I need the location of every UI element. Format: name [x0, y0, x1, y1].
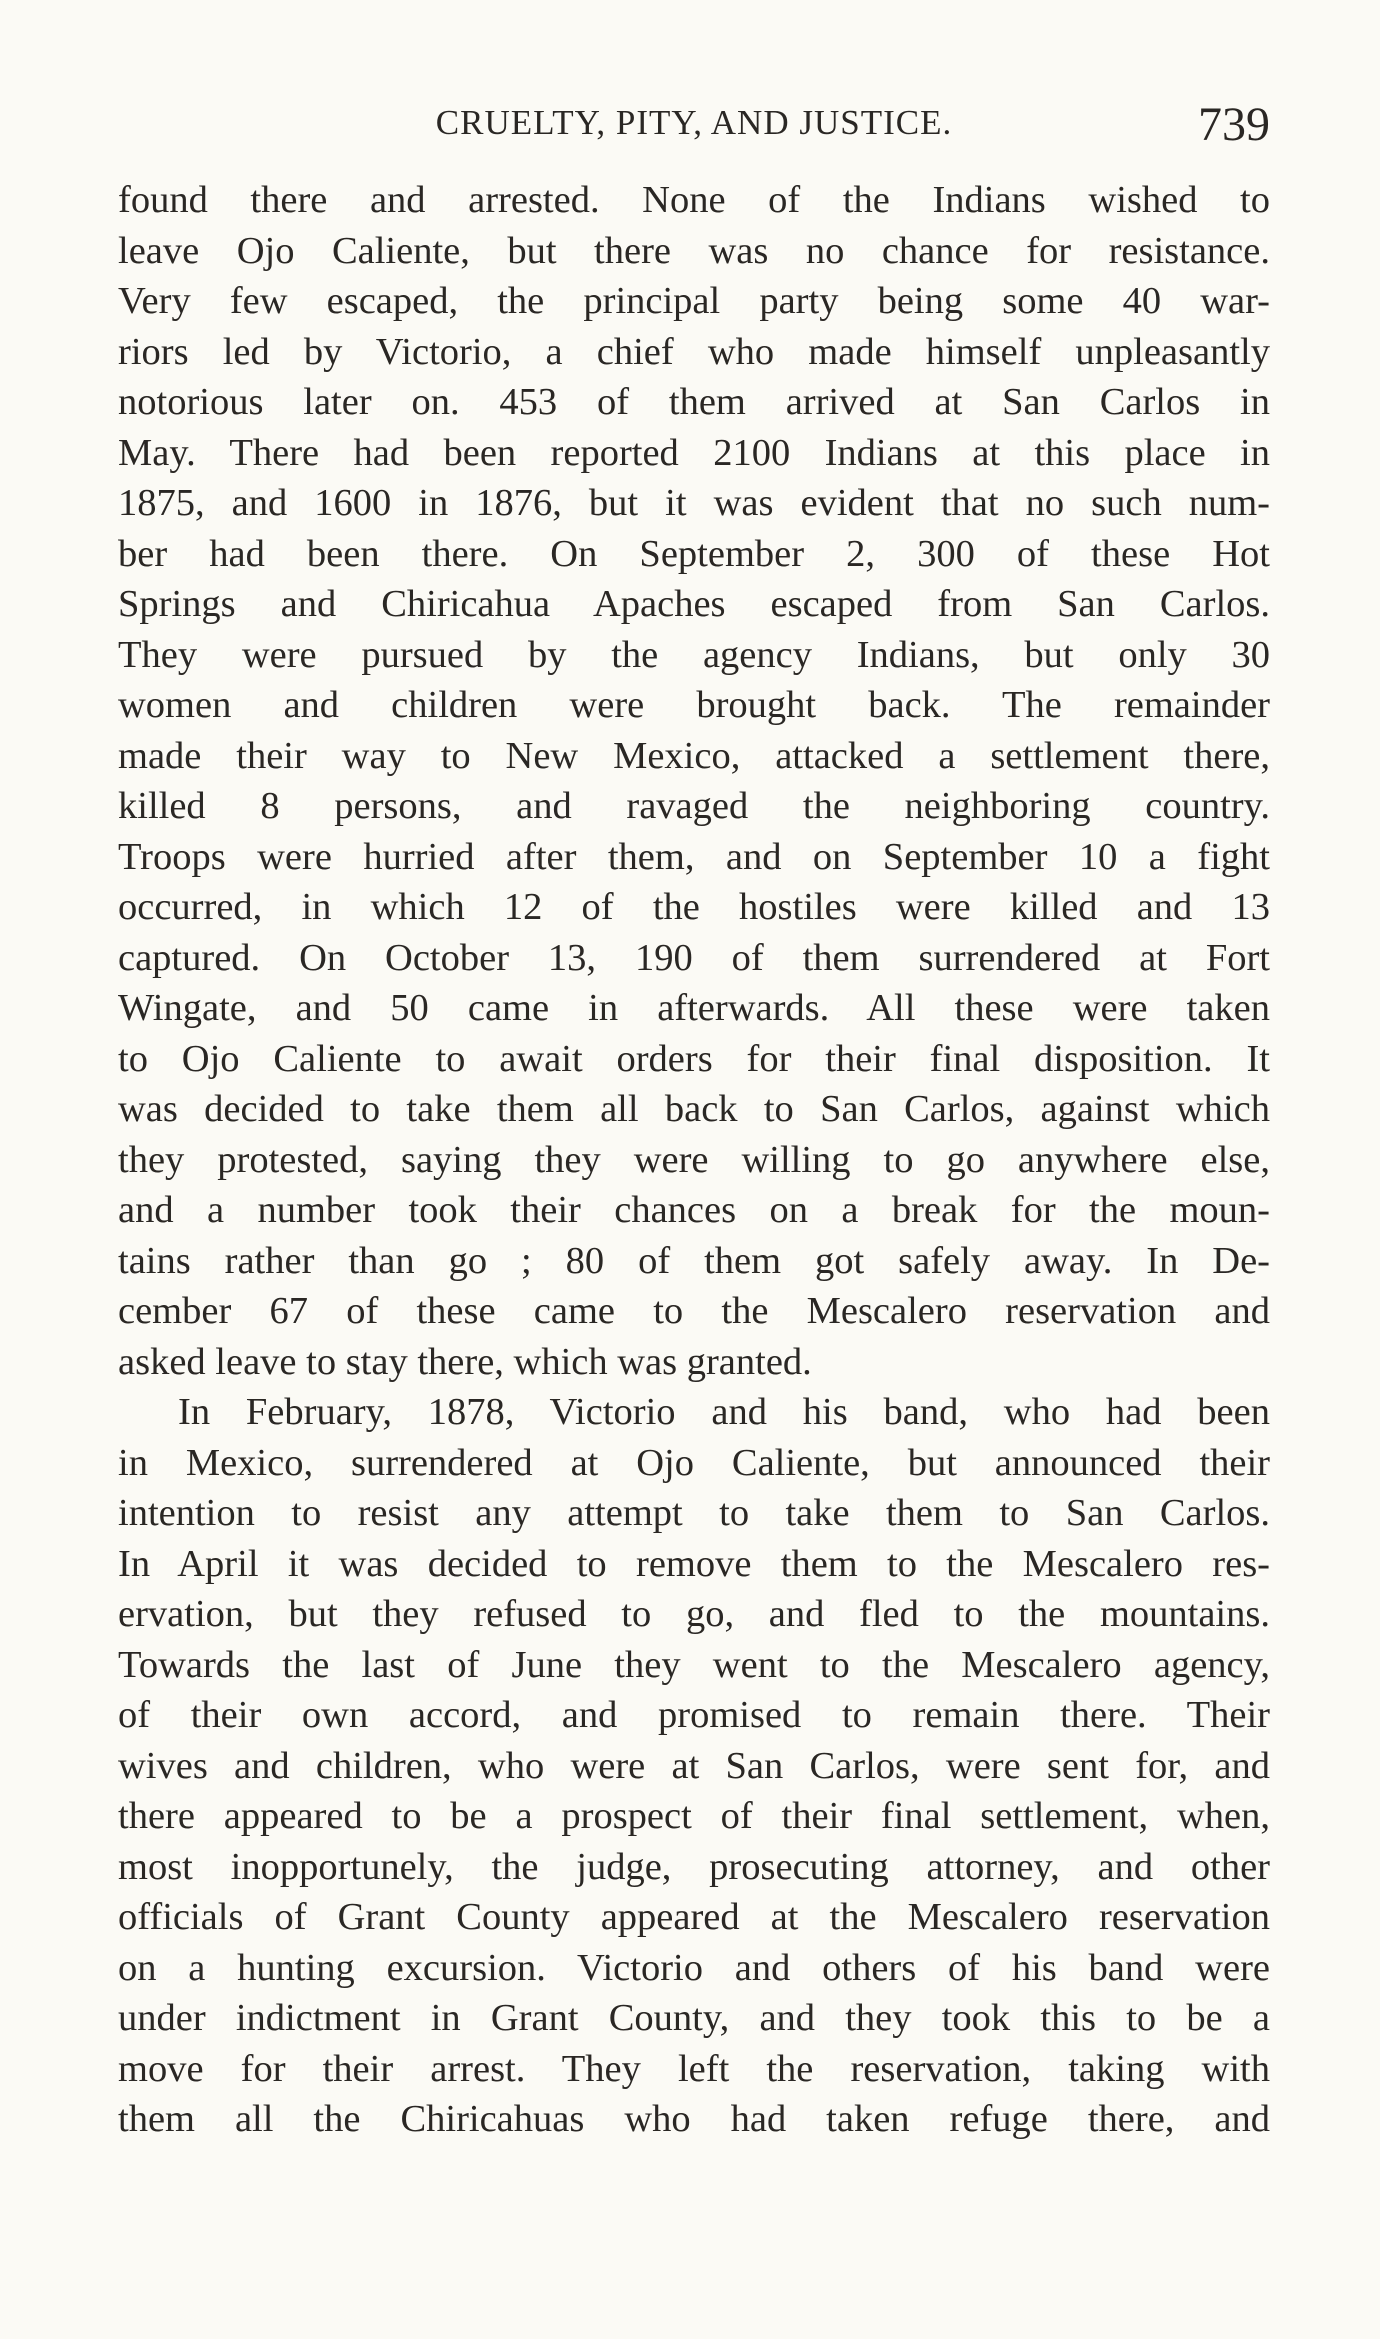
text-line: May. There had been reported 2100 Indians at this place in — [118, 431, 1270, 474]
text-line: Towards the last of June they went to the Mescalero agency, — [118, 1643, 1270, 1686]
text-line: wives and children, who were at San Carlos, were sent for, and — [118, 1744, 1270, 1787]
text-line: women and children were brought back. The remainder — [118, 684, 1270, 726]
text-line: move for their arrest. They left the reservation, taking with — [118, 2047, 1270, 2090]
text-line: They were pursued by the agency Indians, but only 30 — [118, 633, 1270, 676]
body-text — [118, 175, 1270, 2145]
text-line: them all the Chiricahuas who had taken refuge there, and — [118, 2098, 1270, 2140]
text-line: killed 8 persons, and ravaged the neighboring country. — [118, 785, 1270, 827]
text-line: tains rather than go ; 80 of them got safely away. In De- — [118, 1239, 1270, 1282]
text-line: ervation, but they refused to go, and fled to the mountains. — [118, 1593, 1270, 1635]
text-line: of their own accord, and promised to remain there. Their — [118, 1694, 1270, 1736]
text-line: riors led by Victorio, a chief who made himself unpleasantly — [118, 330, 1270, 373]
paragraph-end-line: asked leave to stay there, which was granted. — [118, 1340, 812, 1383]
text-line: on a hunting excursion. Victorio and others of his band were — [118, 1946, 1270, 1989]
text-line: cember 67 of these came to the Mescalero reservation and — [118, 1290, 1270, 1332]
text-line: Very few escaped, the principal party being some 40 war- — [118, 280, 1270, 322]
paragraph-start-line: In February, 1878, Victorio and his band, who had been — [178, 1391, 1270, 1433]
text-line: ber had been there. On September 2, 300 of these Hot — [118, 532, 1270, 575]
text-line: In April it was decided to remove them to the Mescalero res- — [118, 1542, 1270, 1585]
text-line: found there and arrested. None of the Indians wished to — [118, 179, 1270, 221]
text-line: notorious later on. 453 of them arrived at San Carlos in — [118, 381, 1270, 423]
text-line: Wingate, and 50 came in afterwards. All these were taken — [118, 987, 1270, 1029]
text-line: Springs and Chiricahua Apaches escaped from San Carlos. — [118, 583, 1270, 625]
text-line: in Mexico, surrendered at Ojo Caliente, but announced their — [118, 1441, 1270, 1484]
running-title: CRUELTY, PITY, AND JUSTICE. — [435, 103, 953, 142]
text-line: there appeared to be a prospect of their final settlement, when, — [118, 1795, 1270, 1837]
text-line: they protested, saying they were willing to go anywhere else, — [118, 1138, 1270, 1181]
text-line: made their way to New Mexico, attacked a settlement there, — [118, 734, 1270, 777]
text-line: captured. On October 13, 190 of them surrendered at Fort — [118, 936, 1270, 979]
text-line: 1875, and 1600 in 1876, but it was evident that no such num- — [118, 482, 1270, 524]
page-number: 739 — [1198, 98, 1270, 151]
text-line: was decided to take them all back to San Carlos, against which — [118, 1088, 1270, 1130]
text-line: most inopportunely, the judge, prosecuting attorney, and other — [118, 1845, 1270, 1888]
text-line: Troops were hurried after them, and on September 10 a fight — [118, 835, 1270, 878]
text-line: and a number took their chances on a break for the moun- — [118, 1189, 1270, 1231]
text-line: leave Ojo Caliente, but there was no chance for resistance. — [118, 229, 1270, 272]
text-line: to Ojo Caliente to await orders for their final disposition. It — [118, 1037, 1270, 1080]
text-line: under indictment in Grant County, and they took this to be a — [118, 1997, 1270, 2039]
text-line: occurred, in which 12 of the hostiles were killed and 13 — [118, 886, 1270, 928]
text-line: officials of Grant County appeared at the Mescalero reservation — [118, 1896, 1270, 1938]
running-head — [118, 95, 1270, 155]
text-line: intention to resist any attempt to take them to San Carlos. — [118, 1492, 1270, 1534]
